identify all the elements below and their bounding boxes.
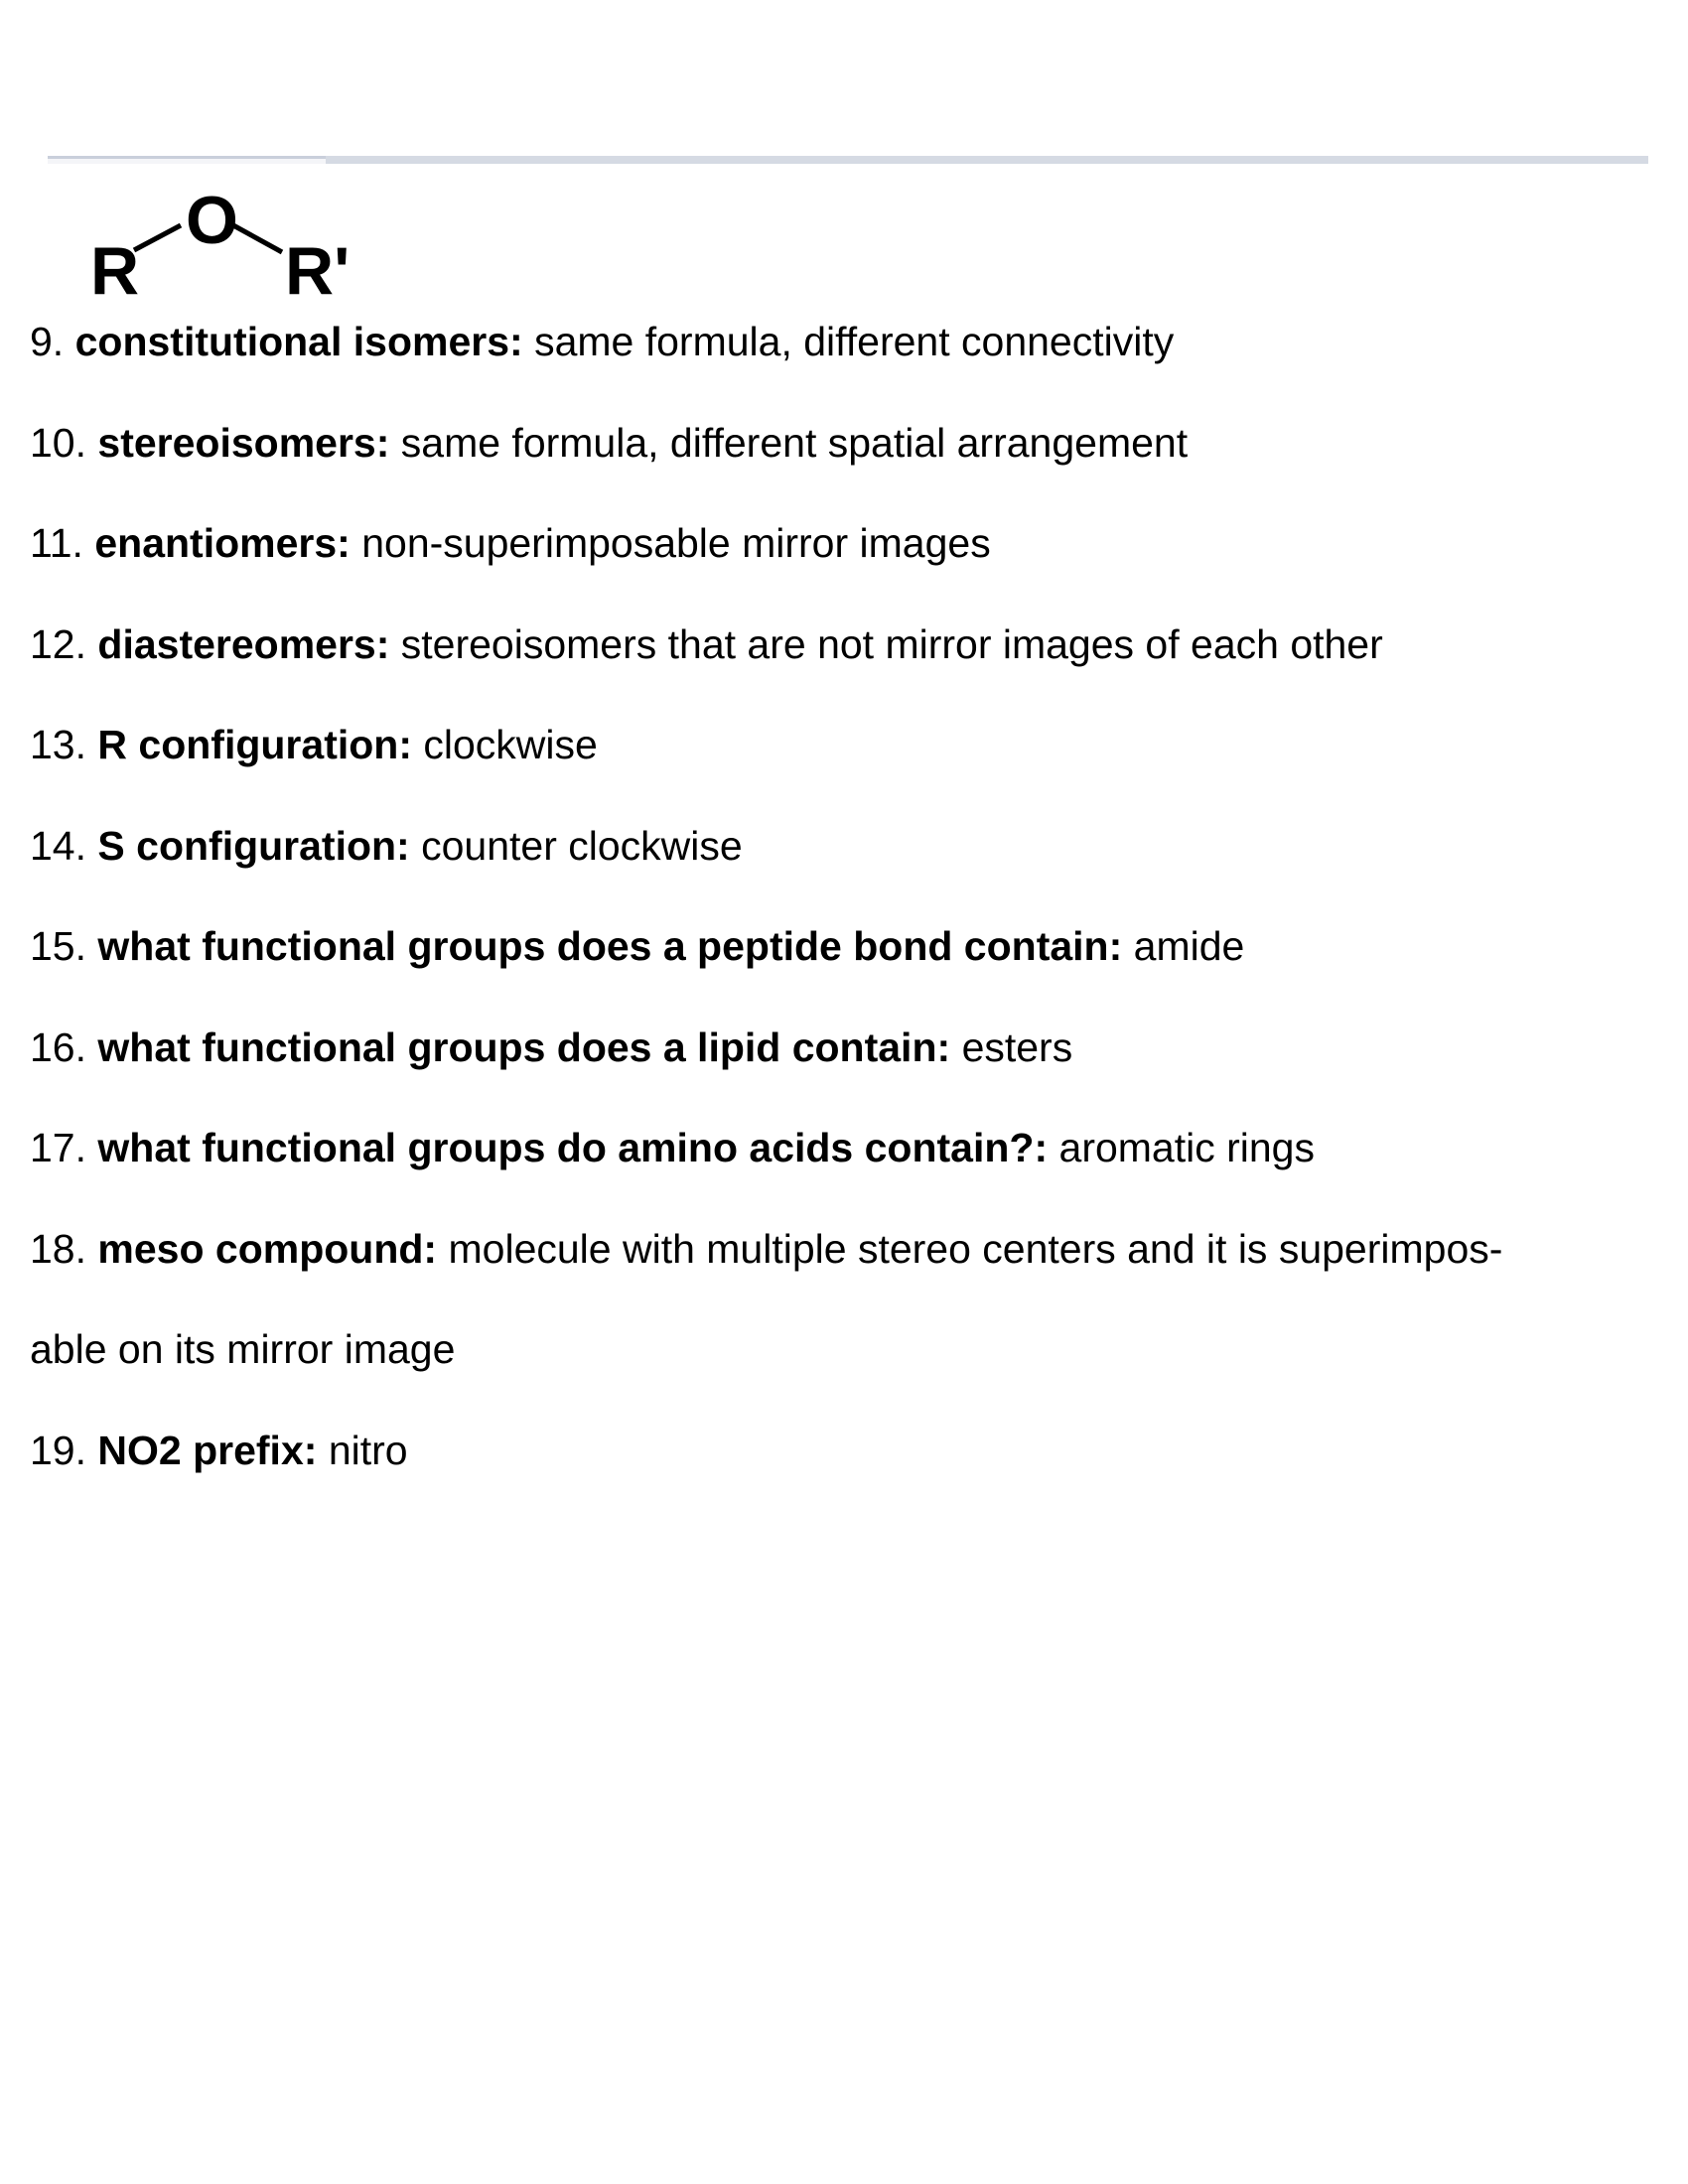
definition-list-item bbox=[30, 1326, 455, 1373]
item-term: diastereomers: bbox=[97, 620, 390, 667]
definition-list-item bbox=[30, 520, 991, 567]
definition-list-item bbox=[30, 1125, 1315, 1171]
item-definition: molecule with multiple stereo centers and it is superimpos- bbox=[448, 1225, 1503, 1272]
item-number: 17. bbox=[30, 1125, 86, 1170]
definition-list-item bbox=[30, 1226, 1502, 1273]
definition-list-item bbox=[30, 621, 1383, 668]
r-prime-group-label: R' bbox=[285, 233, 351, 306]
item-term: NO2 prefix: bbox=[97, 1427, 318, 1473]
definition-list-item bbox=[30, 823, 743, 870]
item-number: 11. bbox=[30, 520, 83, 566]
item-number: 15. bbox=[30, 923, 86, 969]
item-number: 18. bbox=[30, 1225, 86, 1272]
item-number: 10. bbox=[30, 419, 86, 466]
item-number: 12. bbox=[30, 620, 86, 667]
definition-list-item bbox=[30, 1428, 408, 1474]
definition-list-item bbox=[30, 319, 1174, 365]
item-number: 16. bbox=[30, 1024, 86, 1070]
item-definition: non-superimposable mirror images bbox=[361, 520, 991, 566]
item-term: meso compound: bbox=[97, 1225, 438, 1272]
item-term: what functional groups does a peptide bond contain: bbox=[97, 923, 1123, 969]
item-definition: counter clockwise bbox=[421, 822, 743, 869]
item-definition-continuation: able on its mirror image bbox=[30, 1326, 456, 1372]
item-definition: same formula, different spatial arrangement bbox=[400, 419, 1189, 466]
item-definition: stereoisomers that are not mirror images of each other bbox=[400, 620, 1383, 667]
item-definition: amide bbox=[1133, 923, 1245, 969]
definition-list-item bbox=[30, 722, 598, 768]
item-number: 19. bbox=[30, 1427, 86, 1473]
definition-list-item bbox=[30, 923, 1244, 970]
item-definition: aromatic rings bbox=[1058, 1125, 1315, 1170]
item-term: R configuration: bbox=[97, 722, 412, 767]
item-number: 9. bbox=[30, 319, 65, 364]
item-number: 13. bbox=[30, 722, 86, 767]
item-term: what functional groups do amino acids contain?: bbox=[97, 1125, 1049, 1170]
item-term: enantiomers: bbox=[94, 520, 351, 566]
definition-list-item bbox=[30, 420, 1188, 467]
item-term: constitutional isomers: bbox=[74, 319, 523, 364]
item-definition: esters bbox=[961, 1024, 1073, 1070]
item-number: 14. bbox=[30, 822, 86, 869]
oxygen-atom-label: O bbox=[186, 183, 238, 258]
r-group-label: R bbox=[90, 233, 140, 306]
item-definition: nitro bbox=[328, 1427, 408, 1473]
item-term: stereoisomers: bbox=[97, 419, 390, 466]
definition-list-item bbox=[30, 1024, 1072, 1071]
item-definition: clockwise bbox=[423, 722, 598, 767]
item-term: what functional groups does a lipid contain: bbox=[97, 1024, 951, 1070]
item-term: S configuration: bbox=[97, 822, 410, 869]
item-definition: same formula, different connectivity bbox=[534, 319, 1175, 364]
